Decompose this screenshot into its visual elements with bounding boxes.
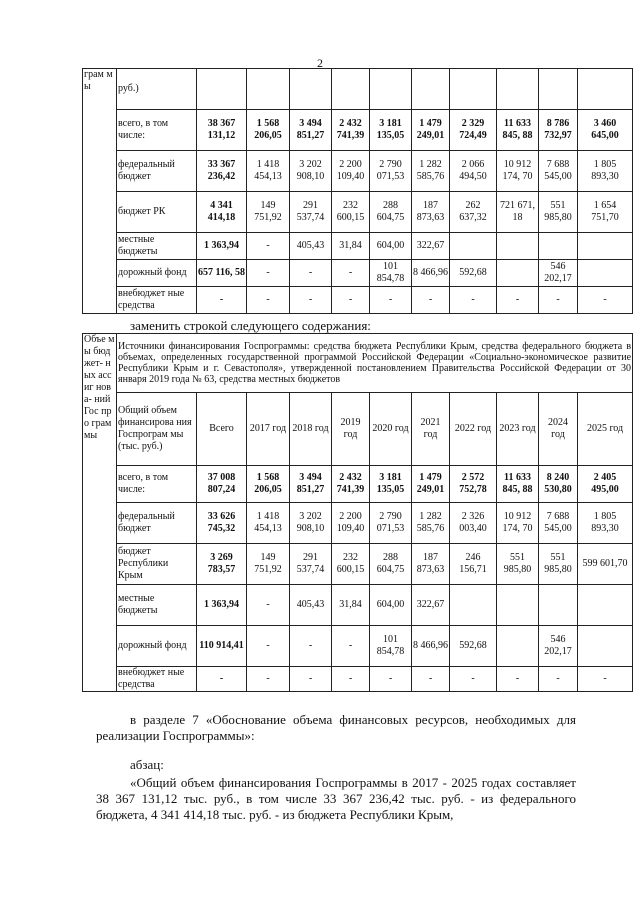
table-row: [83, 466, 633, 503]
value-cell: -: [290, 626, 332, 667]
row-total: 3 269 783,57: [197, 544, 247, 585]
table-row: [83, 393, 633, 466]
value-cell: -: [247, 585, 290, 626]
row-total: 1 363,94: [197, 585, 247, 626]
value-cell: 8 466,96: [412, 626, 450, 667]
year-header: 2021 год: [412, 393, 450, 466]
row-total: -: [197, 287, 247, 314]
value-cell: 1 805 893,30: [578, 503, 633, 544]
value-cell: [578, 260, 633, 287]
year-header: 2018 год: [290, 393, 332, 466]
value-cell: 599 601,70: [578, 544, 633, 585]
old-financing-table: [82, 68, 633, 314]
value-cell: 322,67: [412, 233, 450, 260]
row-total: 33 367 236,42: [197, 151, 247, 192]
row-total: -: [197, 667, 247, 692]
value-cell: [450, 233, 497, 260]
value-cell: -: [290, 667, 332, 692]
value-cell: 2 329 724,49: [450, 110, 497, 151]
value-cell: 291 537,74: [290, 192, 332, 233]
year-header: 2017 год: [247, 393, 290, 466]
value-cell: [497, 233, 539, 260]
value-cell: 8 240 530,80: [539, 466, 578, 503]
value-cell: 8 466,96: [412, 260, 450, 287]
value-cell: 1 282 585,76: [412, 503, 450, 544]
year-header: 2023 год: [497, 393, 539, 466]
empty-cell: [450, 69, 497, 110]
table-row: [83, 151, 633, 192]
value-cell: -: [247, 667, 290, 692]
value-cell: 551 985,80: [539, 544, 578, 585]
value-cell: 288 604,75: [370, 192, 412, 233]
quoted-paragraph: «Общий объем финансирования Госпрограммы в 2017 - 2025 годах составляет 38 367 131,12 тыс. руб., в том числе 33 367 236,42 тыс. руб. - из федерального бюджета, 4 341 414,18 тыс. руб. - из бюджета Республики Крым,: [96, 775, 576, 822]
year-header: 2020 год: [370, 393, 412, 466]
value-cell: 101 854,78: [370, 260, 412, 287]
row-label: местные бюджеты: [117, 233, 197, 260]
sources-text: Источники финансирования Госпрограммы: средства бюджета Республики Крым, средства федерального бюджета в объемах, определенных государственной программой Российской Федерации «Социально-экономическое развитие Республики Крым и г. Севастополя», утвержденной постановлением Правительства Российской Федерации от 30 января 2019 года № 63, средства местных бюджетов: [117, 334, 633, 393]
table-row: [83, 503, 633, 544]
value-cell: -: [539, 287, 578, 314]
value-cell: 10 912 174, 70: [497, 151, 539, 192]
abzac-label: абзац:: [130, 757, 164, 772]
year-header: 2022 год: [450, 393, 497, 466]
value-cell: -: [450, 667, 497, 692]
value-cell: -: [450, 287, 497, 314]
value-cell: 604,00: [370, 585, 412, 626]
value-cell: 551 985,80: [539, 192, 578, 233]
table-row: [83, 69, 633, 110]
table-row: [83, 233, 633, 260]
value-cell: -: [247, 233, 290, 260]
value-cell: 149 751,92: [247, 544, 290, 585]
row-label: дорожный фонд: [117, 626, 197, 667]
value-cell: 2 200 109,40: [332, 151, 370, 192]
value-cell: -: [578, 287, 633, 314]
side-label: Объе мы бюд жет- ных ассиг нова- ний Гос про грам мы: [83, 334, 117, 692]
value-cell: 288 604,75: [370, 544, 412, 585]
table-row: [83, 110, 633, 151]
row-total: 33 626 745,32: [197, 503, 247, 544]
value-cell: [497, 626, 539, 667]
year-header: 2024 год: [539, 393, 578, 466]
value-cell: 7 688 545,00: [539, 151, 578, 192]
row-label: всего, в том числе:: [117, 466, 197, 503]
value-cell: 187 873,63: [412, 192, 450, 233]
value-cell: 31,84: [332, 585, 370, 626]
table-row: [83, 544, 633, 585]
year-header: 2025 год: [578, 393, 633, 466]
value-cell: 1 568 206,05: [247, 466, 290, 503]
value-cell: 232 600,15: [332, 192, 370, 233]
value-cell: 592,68: [450, 626, 497, 667]
value-cell: 31,84: [332, 233, 370, 260]
value-cell: 405,43: [290, 233, 332, 260]
row-label: бюджет Республики Крым: [117, 544, 197, 585]
section-7-paragraph: в разделе 7 «Обоснование объема финансовых ресурсов, необходимых для реализации Госпрограммы»:: [96, 712, 576, 743]
value-cell: -: [290, 260, 332, 287]
value-cell: 1 282 585,76: [412, 151, 450, 192]
value-cell: 1 418 454,13: [247, 503, 290, 544]
value-cell: 1 568 206,05: [247, 110, 290, 151]
value-cell: 262 637,32: [450, 192, 497, 233]
value-cell: 604,00: [370, 233, 412, 260]
value-cell: -: [247, 287, 290, 314]
row-total: 1 363,94: [197, 233, 247, 260]
value-cell: 7 688 545,00: [539, 503, 578, 544]
row-label: всего, в том числе:: [117, 110, 197, 151]
value-cell: [578, 585, 633, 626]
value-cell: -: [332, 626, 370, 667]
value-cell: 2 200 109,40: [332, 503, 370, 544]
row-label: бюджет РК: [117, 192, 197, 233]
table-row: [83, 287, 633, 314]
value-cell: 546 202,17: [539, 626, 578, 667]
value-cell: 592,68: [450, 260, 497, 287]
row-label: внебюджет ные средства: [117, 287, 197, 314]
value-cell: 1 479 249,01: [412, 466, 450, 503]
value-cell: [497, 260, 539, 287]
empty-cell: [578, 69, 633, 110]
value-cell: -: [578, 667, 633, 692]
row-total: 37 008 807,24: [197, 466, 247, 503]
row-total: 657 116, 58: [197, 260, 247, 287]
year-header: 2019 год: [332, 393, 370, 466]
side-label: грам мы: [83, 69, 117, 314]
value-cell: -: [412, 287, 450, 314]
value-cell: 10 912 174, 70: [497, 503, 539, 544]
header-cell: руб.): [117, 69, 197, 110]
replace-instruction: заменить строкой следующего содержания:: [130, 318, 371, 333]
empty-cell: [332, 69, 370, 110]
row-label: федеральный бюджет: [117, 503, 197, 544]
value-cell: -: [332, 287, 370, 314]
row-label: местные бюджеты: [117, 585, 197, 626]
value-cell: -: [332, 667, 370, 692]
value-cell: [539, 585, 578, 626]
value-cell: [578, 626, 633, 667]
value-cell: [578, 233, 633, 260]
value-cell: [450, 585, 497, 626]
value-cell: 187 873,63: [412, 544, 450, 585]
value-cell: 291 537,74: [290, 544, 332, 585]
table-row: [83, 626, 633, 667]
value-cell: -: [497, 287, 539, 314]
value-cell: 149 751,92: [247, 192, 290, 233]
value-cell: 8 786 732,97: [539, 110, 578, 151]
value-cell: 1 418 454,13: [247, 151, 290, 192]
value-cell: 2 432 741,39: [332, 110, 370, 151]
table-row: [83, 585, 633, 626]
empty-cell: [497, 69, 539, 110]
empty-cell: [539, 69, 578, 110]
value-cell: -: [412, 667, 450, 692]
value-cell: 1 805 893,30: [578, 151, 633, 192]
value-cell: 2 432 741,39: [332, 466, 370, 503]
value-cell: 11 633 845, 88: [497, 110, 539, 151]
row-total: 110 914,41: [197, 626, 247, 667]
value-cell: 3 202 908,10: [290, 151, 332, 192]
value-cell: 2 572 752,78: [450, 466, 497, 503]
value-cell: 3 494 851,27: [290, 466, 332, 503]
value-cell: 1 654 751,70: [578, 192, 633, 233]
row-total: 38 367 131,12: [197, 110, 247, 151]
row-label: федеральный бюджет: [117, 151, 197, 192]
value-cell: -: [247, 626, 290, 667]
value-cell: 3 181 135,05: [370, 110, 412, 151]
value-cell: 405,43: [290, 585, 332, 626]
value-cell: 551 985,80: [497, 544, 539, 585]
value-cell: 11 633 845, 88: [497, 466, 539, 503]
value-cell: -: [332, 260, 370, 287]
value-cell: [539, 233, 578, 260]
value-cell: 3 494 851,27: [290, 110, 332, 151]
value-cell: -: [290, 287, 332, 314]
value-cell: 2 326 003,40: [450, 503, 497, 544]
header-label: Общий объем финансирова ния Госпрограм мы (тыс. руб.): [117, 393, 197, 466]
value-cell: -: [370, 667, 412, 692]
empty-cell: [290, 69, 332, 110]
value-cell: -: [370, 287, 412, 314]
value-cell: 101 854,78: [370, 626, 412, 667]
value-cell: 2 790 071,53: [370, 151, 412, 192]
row-label: внебюджет ные средства: [117, 667, 197, 692]
row-total: 4 341 414,18: [197, 192, 247, 233]
value-cell: [497, 585, 539, 626]
table-row: [83, 260, 633, 287]
table-row: [83, 667, 633, 692]
value-cell: 2 066 494,50: [450, 151, 497, 192]
new-financing-table: [82, 333, 633, 692]
value-cell: 322,67: [412, 585, 450, 626]
header-total: Всего: [197, 393, 247, 466]
value-cell: 2 405 495,00: [578, 466, 633, 503]
empty-cell: [197, 69, 247, 110]
table-row: [83, 192, 633, 233]
empty-cell: [370, 69, 412, 110]
empty-cell: [412, 69, 450, 110]
value-cell: 232 600,15: [332, 544, 370, 585]
value-cell: -: [539, 667, 578, 692]
value-cell: 1 479 249,01: [412, 110, 450, 151]
value-cell: -: [247, 260, 290, 287]
page-number: 2: [317, 56, 323, 70]
empty-cell: [247, 69, 290, 110]
value-cell: 546 202,17: [539, 260, 578, 287]
value-cell: 2 790 071,53: [370, 503, 412, 544]
value-cell: 3 460 645,00: [578, 110, 633, 151]
value-cell: 3 181 135,05: [370, 466, 412, 503]
row-label: дорожный фонд: [117, 260, 197, 287]
value-cell: -: [497, 667, 539, 692]
value-cell: 3 202 908,10: [290, 503, 332, 544]
value-cell: 721 671, 18: [497, 192, 539, 233]
table-row: [83, 334, 633, 393]
value-cell: 246 156,71: [450, 544, 497, 585]
